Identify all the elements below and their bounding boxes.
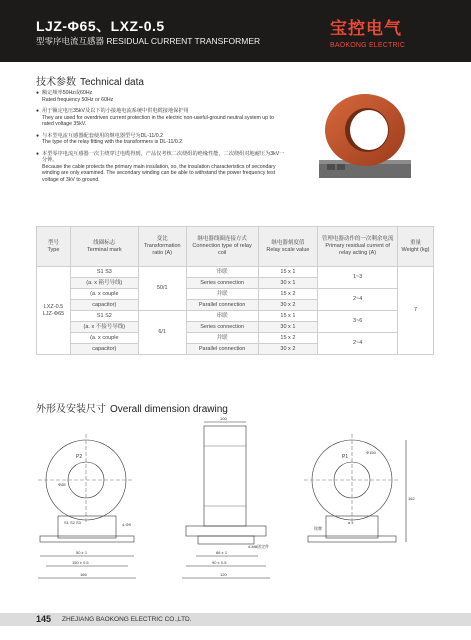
bullet-item: [36, 108, 286, 128]
tech-section-title: [36, 73, 144, 88]
ratio-cell: 6/1: [138, 311, 186, 355]
terminal-cell: (a. x couple: [70, 333, 138, 344]
header-ratio-en: Transformation ratio (A): [143, 243, 181, 256]
right-view: [304, 434, 415, 542]
bullet-en: The type of the relay fitting with the transformers is DL-11/0.2.: [42, 139, 184, 145]
label-mount: 4-M8固定件: [248, 544, 270, 549]
label-w90: 90 ± 0.5: [212, 560, 227, 565]
label-w120: 120: [220, 572, 227, 577]
residual-cell: 3~6: [318, 311, 398, 333]
type-line: LJZ-Φ65: [42, 310, 65, 317]
connection-cn-cell: 串联: [186, 267, 258, 278]
side-view: [182, 416, 270, 578]
terminal-cell: S1 S3: [70, 267, 138, 278]
label-w150: 150 ± 0.5: [72, 560, 89, 565]
terminal-block: [327, 164, 335, 170]
label-d65: Φ65: [58, 482, 66, 487]
logo-cn: 宝控电气: [330, 19, 402, 38]
label-top-dim: 100: [220, 416, 227, 421]
relay-value-cell: 30 x 2: [258, 300, 318, 311]
label-p2: P2: [76, 454, 83, 460]
dim-title-cn: 外形及安装尺寸: [36, 404, 106, 415]
header-connection-en: Connection type of relay coil: [192, 243, 252, 256]
residual-cell: 2~4: [318, 289, 398, 311]
bullet-cn: ● 本型零序电流互感器一次主绕穿过电缆得到，产品仅考核二次绕组的绝缘性能，二次绕组对地耐压为3kV一分钟。: [42, 150, 285, 163]
connection-en-cell: Parallel connection: [186, 300, 258, 311]
header-relay: [258, 227, 318, 267]
core-hole: [350, 110, 388, 150]
spec-table: [36, 226, 434, 355]
relay-value-cell: 15 x 2: [258, 333, 318, 344]
product-title: LJZ-Φ65、LXZ-0.5: [36, 18, 165, 34]
header-type-en: Type: [47, 246, 60, 253]
product-photo: [315, 90, 415, 186]
header-weight-en: Weight (kg): [401, 246, 430, 253]
label-w66: 66 ± 1: [216, 550, 228, 555]
type-line: LXZ-0.5: [43, 303, 64, 310]
product-subtitle: 型零序电流互感器 RESIDUAL CURRENT TRANSFORMER: [36, 36, 261, 46]
label-d150: Φ150: [366, 450, 376, 455]
header-residual: [318, 227, 398, 267]
terminal-cell: capacitor): [70, 344, 138, 355]
label-h162: 162: [408, 496, 415, 501]
header-relay-cn: 继电器刻度值: [271, 239, 305, 246]
header-terminal-cn: 线圈标志: [93, 239, 116, 246]
header-ratio-cn: 变比: [156, 236, 168, 242]
header-residual-en: Primary residual current of relay acting (A): [325, 243, 390, 256]
residual-cell: 2~4: [318, 333, 398, 355]
header-connection-cn: 继电器线圈连接方式: [197, 236, 247, 242]
bullet-item: [36, 133, 286, 146]
header-type-cn: 型号: [47, 239, 59, 246]
relay-value-cell: 15 x 1: [258, 311, 318, 322]
tech-title-cn: 技术参数: [36, 77, 76, 88]
label-w166: 166: [80, 572, 87, 577]
connection-en-cell: Series connection: [186, 322, 258, 333]
bullet-en: Because the cable protects the primary main insulation, so, the insulation characteristics of secondary winding are only examined. The secondary winding can be able to withstand the power frequency test voltage of 3kV to ground.: [42, 163, 276, 183]
header-residual-cn: 管理电器动作的一次剩余电流: [321, 236, 394, 242]
connection-cn-cell: 并联: [186, 333, 258, 344]
ratio-cell: 50/1: [138, 267, 186, 311]
relay-value-cell: 30 x 1: [258, 322, 318, 333]
bullet-en: Rated frequency 50Hz or 60Hz: [42, 96, 114, 103]
relay-value-cell: 30 x 2: [258, 344, 318, 355]
header-weight-cn: 重量: [410, 239, 422, 246]
dimension-drawing: [36, 416, 434, 602]
tech-title-en: Technical data: [80, 77, 144, 88]
connection-cn-cell: 串联: [186, 311, 258, 322]
company-name: ZHEJIANG BAOKONG ELECTRIC CO.,LTD.: [62, 616, 192, 623]
label-hole: 4-Φ9: [122, 522, 131, 527]
bullet-cn: ● 用于额定电压35kV及以下的小接地电流系统中供电缆接地保护用: [42, 108, 189, 114]
header-type: [37, 227, 71, 267]
bullet-cn: ● 与本型电流互感器配套使用的继电器型号为DL-11/0.2: [42, 132, 163, 139]
side-foot: [198, 536, 254, 544]
label-p1: P1: [342, 454, 349, 460]
header-connection: [186, 227, 258, 267]
label-nameplate: 铭牌: [314, 526, 322, 531]
terminal-cell: (a. x 箱号导线): [70, 278, 138, 289]
label-w50: 50 ± 1: [76, 550, 88, 555]
header-ratio: [138, 227, 186, 267]
connection-en-cell: Series connection: [186, 278, 258, 289]
terminal-cell: (a. x 不接号导线): [70, 322, 138, 333]
type-cell: [37, 267, 71, 355]
weight-cell: 7: [398, 267, 434, 355]
brand-logo: [330, 14, 434, 54]
front-view: [38, 434, 136, 578]
relay-value-cell: 30 x 1: [258, 278, 318, 289]
page-number: 145: [36, 614, 52, 624]
bullet-item: [36, 90, 286, 103]
relay-value-cell: 15 x 2: [258, 289, 318, 300]
terminal-cell: S1 S2: [70, 311, 138, 322]
relay-value-cell: 15 x 1: [258, 267, 318, 278]
dim-section-title: [36, 400, 228, 415]
right-foot: [308, 536, 396, 542]
logo-en: BAOKONG ELECTRIC: [330, 42, 406, 49]
label-terminals: S1 S2 S3: [64, 520, 81, 525]
front-foot: [40, 536, 134, 542]
terminal-cell: (a. x couple: [70, 289, 138, 300]
header-terminal-en: Terminal mark: [87, 246, 122, 253]
terminal-block: [337, 164, 345, 170]
header-weight: [398, 227, 434, 267]
bullet-cn: ● 额定频率50Hz或60Hz: [42, 90, 93, 96]
side-body: [204, 426, 246, 526]
connection-en-cell: Parallel connection: [186, 344, 258, 355]
tech-bullets: [36, 90, 286, 188]
header-terminal: [70, 227, 138, 267]
terminal-cell: capacitor): [70, 300, 138, 311]
connection-cn-cell: 并联: [186, 289, 258, 300]
bullet-en: They are used for overdriven current protection in the electric non-useful-ground neutral system up to rated voltage 35kV.: [42, 114, 274, 127]
header-relay-en: Relay scale value: [266, 246, 310, 253]
residual-cell: 1~3: [318, 267, 398, 289]
bullet-item: [36, 151, 286, 184]
dim-title-en: Overall dimension drawing: [110, 404, 228, 415]
page-header: [0, 0, 471, 62]
label-ax: a x: [348, 520, 354, 525]
side-base: [186, 526, 266, 536]
